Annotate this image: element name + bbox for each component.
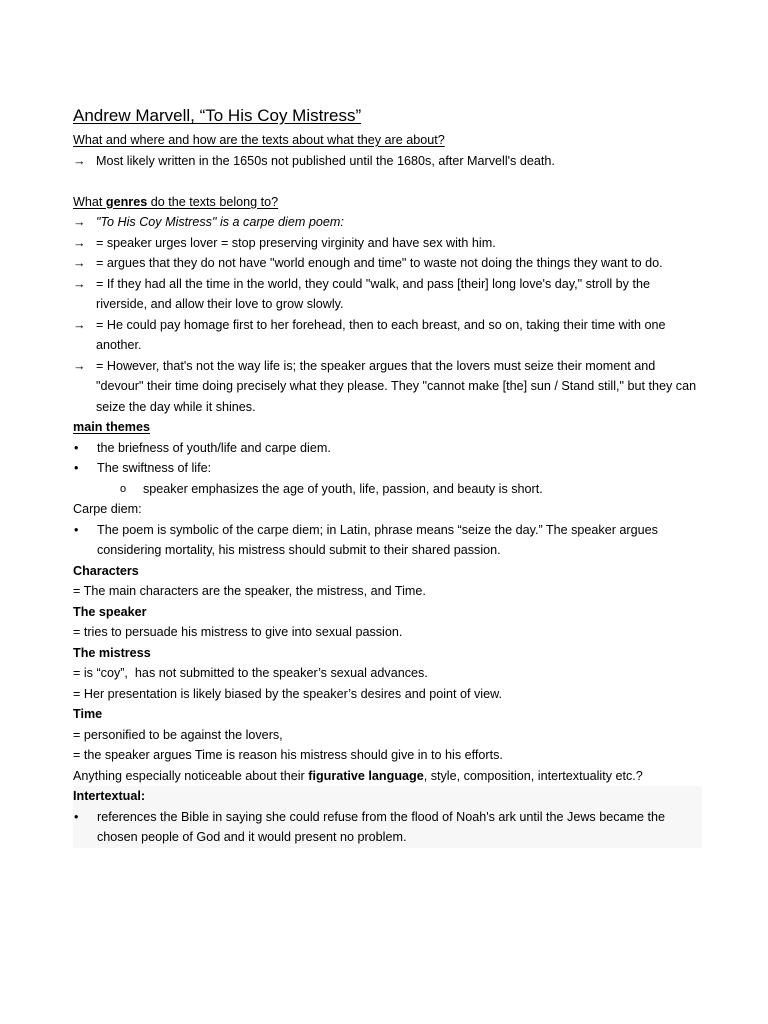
question-genres-pre: What <box>73 194 106 209</box>
question-figurative-language <box>73 766 698 787</box>
circle-bullet-icon: o <box>120 482 127 495</box>
arrow-icon: → <box>73 256 86 270</box>
question-genres <box>73 192 698 213</box>
arrow-icon: → <box>73 358 86 373</box>
list-item <box>73 438 698 459</box>
question-figurative-bold: figurative language <box>308 768 424 783</box>
question-genres-bold: genres <box>105 194 148 209</box>
section-heading-mistress: The mistress <box>73 645 151 660</box>
arrow-icon: → <box>73 215 86 229</box>
time-text-1: = personified to be against the lovers, <box>73 727 283 742</box>
list-item <box>73 356 698 418</box>
list-item <box>73 315 698 356</box>
speaker-text: = tries to persuade his mistress to give into sexual passion. <box>73 625 403 639</box>
question-texts-about: What and where and how are the texts about what they are about? <box>73 133 445 147</box>
bullet-icon: • <box>74 440 79 455</box>
document-title: Andrew Marvell, “To His Coy Mistress” <box>73 106 362 125</box>
question-figurative-pre: Anything especially noticeable about their <box>73 768 309 783</box>
bullet-icon: • <box>74 809 79 824</box>
list-item <box>73 212 698 233</box>
list-item-text: = speaker urges lover = stop preserving virginity and have sex with him. <box>96 235 496 250</box>
list-item <box>73 807 702 848</box>
list-item <box>73 458 698 479</box>
section-heading-carpe-diem: Carpe diem: <box>73 502 142 516</box>
list-item-text: the briefness of youth/life and carpe diem. <box>97 440 331 455</box>
sub-list-item <box>73 479 698 500</box>
list-item-text: The swiftness of life: <box>97 461 212 475</box>
list-item-text: = He could pay homage first to her forehead, then to each breast, and so on, taking their time with one another. <box>96 317 666 352</box>
list-item <box>73 233 698 254</box>
list-item-text: references the Bible in saying she could refuse from the flood of Noah's ark until the Jews became the chosen people of God and it would present no problem. <box>97 809 666 844</box>
list-item <box>73 253 698 274</box>
arrow-icon: → <box>73 276 86 291</box>
section-heading-speaker: The speaker <box>73 604 147 619</box>
list-item-text: = If they had all the time in the world, they could "walk, and pass [their] long love's day," stroll by the riverside, and allow their love to grow slowly. <box>96 276 650 311</box>
bullet-icon: • <box>74 522 79 537</box>
list-item-text: = argues that they do not have "world enough and time" to waste not doing the things they want to do. <box>96 256 663 270</box>
bullet-icon: • <box>74 461 79 475</box>
list-item-text: = However, that's not the way life is; the speaker argues that the lovers must seize their moment and "devour" their time doing precisely what they please. They "cannot make [the] sun / Stand still," but they can seize the day while it shines. <box>96 358 697 414</box>
time-text-2: = the speaker argues Time is reason his mistress should give in to his efforts. <box>73 748 503 762</box>
list-item-text: The poem is symbolic of the carpe diem; in Latin, phrase means “seize the day.” The speaker argues considering mortality, his mistress should submit to their shared passion. <box>97 522 658 557</box>
arrow-icon: → <box>73 153 86 168</box>
arrow-icon: → <box>73 235 86 250</box>
section-heading-time: Time <box>73 707 103 721</box>
list-item-text: Most likely written in the 1650s not published until the 1680s, after Marvell's death. <box>96 153 555 168</box>
list-item-text: speaker emphasizes the age of youth, life, passion, and beauty is short. <box>143 481 543 496</box>
section-heading-characters: Characters <box>73 563 139 578</box>
intertextual-block <box>73 786 702 848</box>
mistress-text-2: = Her presentation is likely biased by the speaker’s desires and point of view. <box>73 686 503 701</box>
question-genres-post: do the texts belong to? <box>147 194 279 209</box>
list-item-text: "To His Coy Mistress" is a carpe diem poem: <box>96 215 344 229</box>
document-body <box>73 104 698 848</box>
section-heading-themes: main themes <box>73 420 150 434</box>
list-item <box>73 274 698 315</box>
list-item <box>73 151 698 172</box>
question-figurative-post: , style, composition, intertextuality etc.? <box>423 768 643 783</box>
arrow-icon: → <box>73 317 86 332</box>
section-heading-intertextual: Intertextual: <box>73 789 146 803</box>
mistress-text-1: = is “coy”, has not submitted to the speaker’s sexual advances. <box>73 666 428 680</box>
list-item <box>73 520 698 561</box>
characters-text: = The main characters are the speaker, the mistress, and Time. <box>73 584 426 598</box>
